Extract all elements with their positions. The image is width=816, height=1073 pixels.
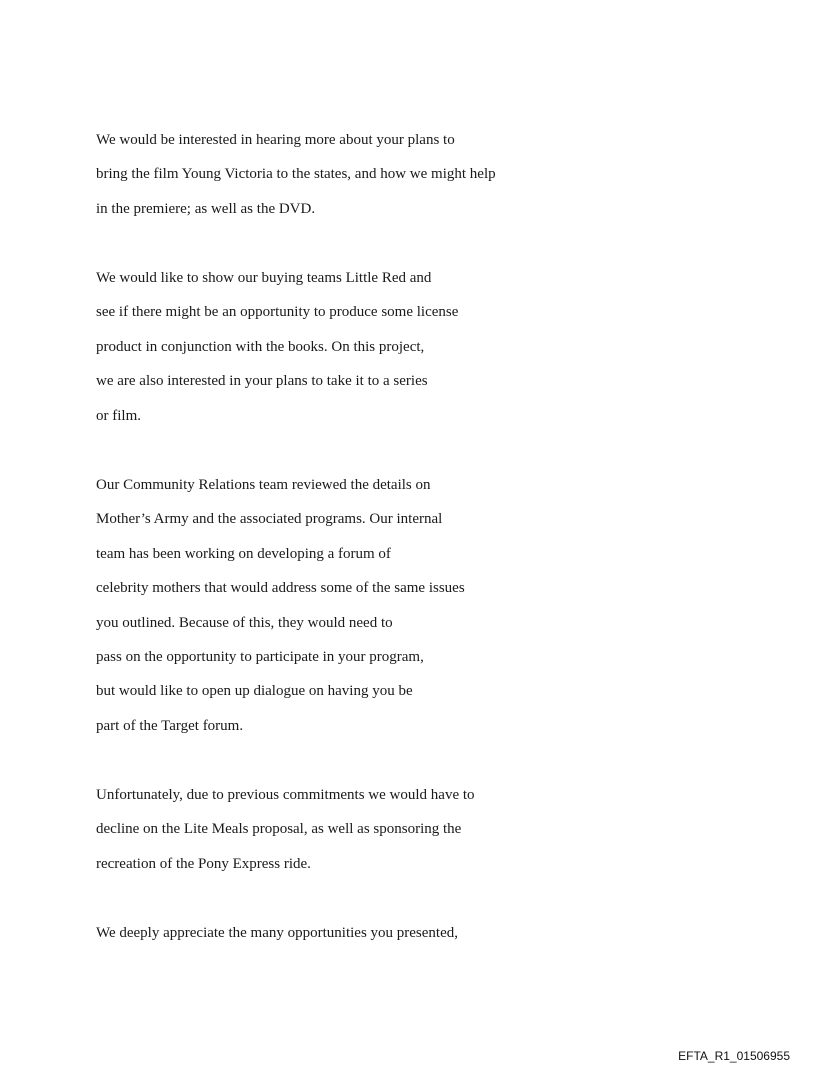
text-line: we are also interested in your plans to take it to a series [96,373,428,390]
paragraph-appreciation [96,916,736,950]
text-line: celebrity mothers that would address some of the same issues [96,580,465,597]
paragraph-young-victoria [96,123,736,226]
text-line: but would like to open up dialogue on having you be [96,683,413,700]
text-line: you outlined. Because of this, they would need to [96,614,393,631]
document-id-footer: EFTA_R1_01506955 [678,1049,790,1063]
text-line: Mother’s Army and the associated programs. Our internal [96,511,443,528]
text-line: recreation of the Pony Express ride. [96,855,311,872]
text-line: We would be interested in hearing more about your plans to [96,132,455,148]
text-line: part of the Target forum. [96,717,244,734]
text-line: pass on the opportunity to participate in your program, [96,649,424,666]
text-line: in the premiere; as well as the DVD. [96,200,316,217]
text-line: see if there might be an opportunity to produce some license [96,304,459,321]
text-line: product in conjunction with the books. On this project, [96,338,425,355]
text-line: bring the film Young Victoria to the states, and how we might help [96,166,496,183]
paragraph-community-relations [96,468,736,743]
text-line: team has been working on developing a forum of [96,545,391,562]
text-line: Unfortunately, due to previous commitments we would have to [96,787,475,803]
text-line: decline on the Lite Meals proposal, as well as sponsoring the [96,821,462,838]
text-line: Our Community Relations team reviewed the details on [96,477,431,493]
paragraph-decline [96,778,736,881]
text-line: We deeply appreciate the many opportunities you presented, [96,925,458,941]
paragraph-little-red [96,261,736,433]
text-line: or film. [96,407,141,424]
text-line: We would like to show our buying teams Little Red and [96,270,432,286]
